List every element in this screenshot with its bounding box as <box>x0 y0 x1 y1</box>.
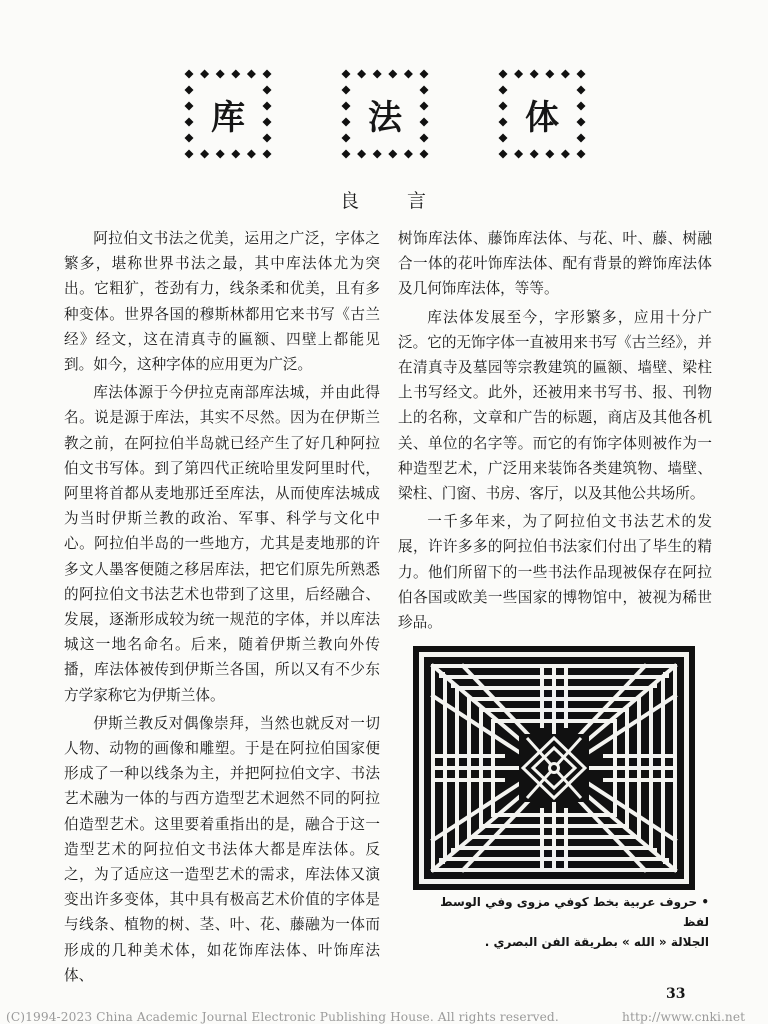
paragraph: 库法体源于今伊拉克南部库法城，并由此得名。说是源于库法，其实不尽然。因为在伊斯兰教之前，在阿拉伯半岛就已经产生了好几种阿拉伯文书写体。到了第四代正统哈里发阿里时代，阿里将首都从麦地那迁至库法，从而使库法城成为当时伊斯兰教的政治、军事、科学与文化中心。阿拉伯半岛的一些地方，尤其是麦地那的许多文人墨客便随之移居库法，把它们原先所熟悉的阿拉伯文书法艺术也带到了这里，后经融合、发展，逐渐形成较为统一规范的字体，并以库法城这一地名命名。后来，随着伊斯兰教向外传播，库法体被传到伊斯兰各国，所以又有不少东方学家称它为伊斯兰体。 <box>64 384 380 704</box>
kufic-calligraphy-image <box>413 646 695 890</box>
copyright-notice: (C)1994-2023 China Academic Journal Electronic Publishing House. All rights reserved. <box>6 1010 559 1024</box>
paragraph: 阿拉伯文书法之优美，运用之广泛，字体之繁多，堪称世界书法之最，其中库法体尤为突出。它粗犷，苍劲有力，线条柔和优美，且有多种变体。世界各国的穆斯林都用它来书写《古兰经》经文，这在清真寺的匾额、四壁上都能见到。如今，这种字体的应用更为广泛。 <box>64 230 380 374</box>
page-number: 33 <box>666 986 686 1002</box>
figure-caption <box>411 892 709 952</box>
title-char-2: 法 <box>368 97 402 138</box>
title-box-1 <box>183 68 273 160</box>
paragraph-continuation: 树饰库法体、藤饰库法体、与花、叶、藤、树融合一体的花叶饰库法体、配有背景的辫饰库法体及几何饰库法体，等等。 <box>398 230 712 298</box>
caption-line: الجلالة « الله » بطريقة الفن البصري . <box>484 935 709 949</box>
footer-url-link[interactable]: http://www.cnki.net <box>622 1010 746 1024</box>
square-kufic-pattern-icon <box>413 646 695 890</box>
title-box-2 <box>340 68 430 160</box>
author-name: 良言 <box>340 190 475 212</box>
paragraph: 一千多年来，为了阿拉伯文书法艺术的发展，许许多多的阿拉伯书法家们付出了毕生的精力。他们所留下的一些书法作品现被保存在阿拉伯各国或欧美一些国家的博物馆中，被视为稀世珍品。 <box>398 513 712 632</box>
title-box-3 <box>497 68 587 160</box>
article-column-right <box>398 226 712 638</box>
article-column-left <box>64 226 380 991</box>
paragraph: 伊斯兰教反对偶像崇拜，当然也就反对一切人物、动物的画像和雕塑。于是在阿拉伯国家便形成了一种以线条为主，并把阿拉伯文字、书法艺术融为一体的与西方造型艺术迥然不同的阿拉伯造型艺术。这里要着重指出的是，融合于这一造型艺术的阿拉伯文书法体大都是库法体。反之，为了适应这一造型艺术的需求，库法体又演变出许多变体，其中具有极高艺术价值的字体是与线条、植物的树、茎、叶、花、藤融为一体而形成的几种美术体，如花饰库法体、叶饰库法体、 <box>64 714 380 984</box>
footer <box>6 1010 766 1024</box>
title-char-3: 体 <box>525 97 559 138</box>
caption-line: • حروف عربية بخط كوفي مزوى وفي الوسط لفظ <box>440 895 709 929</box>
paragraph: 库法体发展至今，字形繁多，应用十分广泛。它的无饰字体一直被用来书写《古兰经》，并在清真寺及墓园等宗教建筑的匾额、墙壁、梁柱上书写经文。此外，还被用来书写书、报、刊物上的名称，文章和广告的标题，商店及其他各机关、单位的名字等。而它的有饰字体则被作为一种造型艺术，广泛用来装饰各类建筑物、墙壁、梁柱、门窗、书房、客厅，以及其他公共场所。 <box>398 308 712 503</box>
title-char-1: 库 <box>211 97 245 138</box>
